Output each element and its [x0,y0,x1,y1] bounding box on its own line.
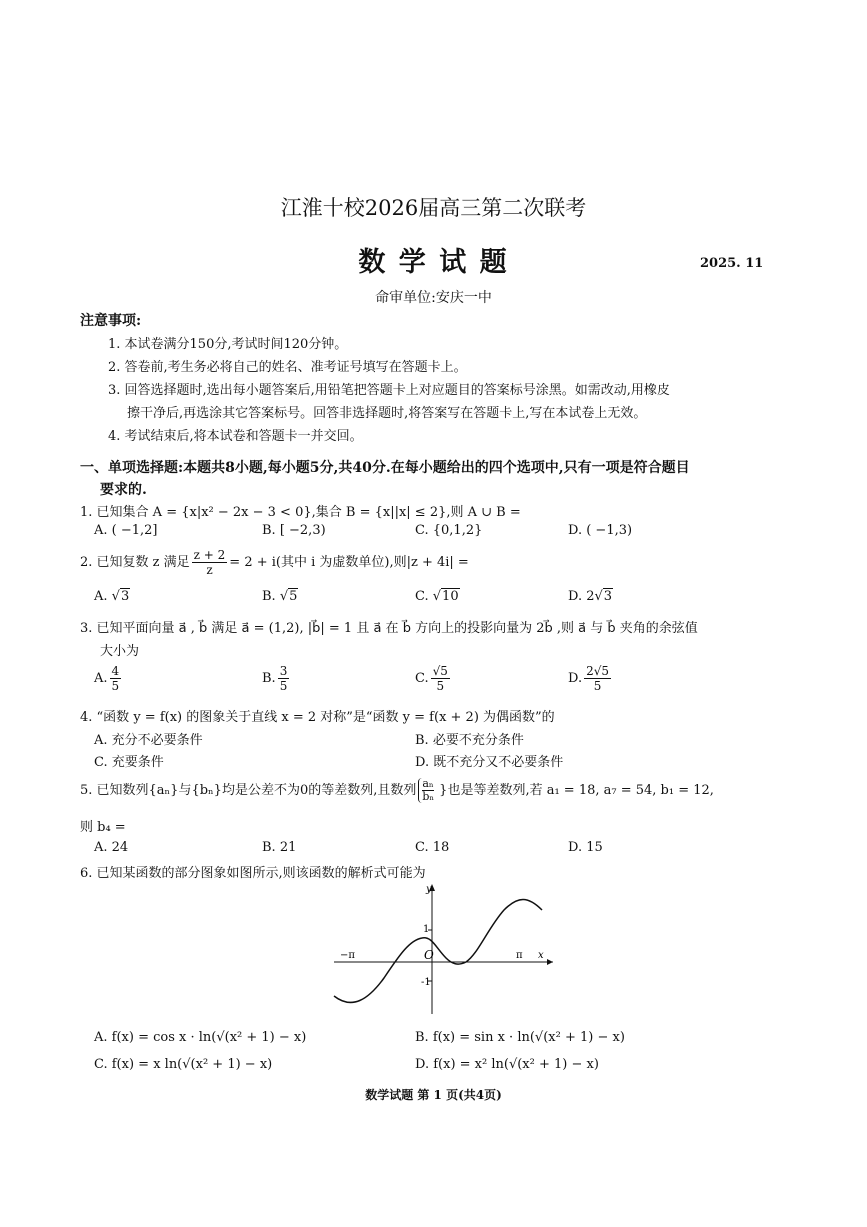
q2-d-radicand: 3 [603,589,613,604]
q4-option-d: D. 既不充分又不必要条件 [415,755,564,770]
q3-b-den: 5 [279,679,288,693]
q6-option-b: B. f(x) = sin x · ln(√(x² + 1) − x) [415,1030,625,1045]
notice-item: 1. 本试卷满分150分,考试时间120分钟。 [108,337,348,352]
q5-option-a: A. 24 [94,840,129,855]
q2-option-c [415,589,460,604]
q5-stem-pre: 5. 已知数列{aₙ}与{bₙ}均是公差不为0的等差数列,且数列 [80,783,417,798]
q3-d-den: 5 [593,679,602,693]
question-1-stem: 1. 已知集合 A = {x|x² − 2x − 3 < 0},集合 B = {x||x| ≤ 2},则 A ∪ B = [80,505,521,520]
q2-c-radicand: 10 [442,589,459,604]
notice-heading: 注意事项: [80,313,142,329]
q3-option-a [94,664,123,693]
q5-option-c: C. 18 [415,840,450,855]
question-4-stem: 4. “函数 y = f(x) 的图象关于直线 x = 2 对称”是“函数 y = f(x + 2) 为偶函数”的 [80,710,555,725]
q3-a-num: 4 [111,664,120,678]
q3-d-label: D. [568,671,583,686]
y-label-1: 1 [423,924,430,935]
q3-option-c [415,664,452,693]
q1-option-c: C. {0,1,2} [415,523,483,538]
section-heading-cont: 要求的. [100,482,147,498]
question-3-stem: 3. 已知平面向量 a⃗ , b⃗ 满足 a⃗ = (1,2), |b⃗| = 1 且 a⃗ 在 b⃗ 方向上的投影向量为 2b⃗ ,则 a⃗ 与 b⃗ 夹角的余弦值 [80,621,698,636]
exam-date: 2025. 11 [700,256,764,271]
notice-item: 3. 回答选择题时,选出每小题答案后,用铅笔把答题卡上对应题目的答案标号涂黑。如需改动,用橡皮 [108,383,670,398]
q5-option-b: B. 21 [262,840,297,855]
q3-c-num: √5 [432,664,448,678]
q3-option-b [262,664,291,693]
q4-option-b: B. 必要不充分条件 [415,733,524,748]
exam-title: 江淮十校2026届高三第二次联考 [280,196,587,220]
q5-ratio-bottom: bₙ [422,790,435,803]
x-label-neg-pi: −π [340,950,355,961]
q2-stem-post: = 2 + i(其中 i 为虚数单位),则|z + 4i| = [229,555,469,570]
q2-fraction-numerator: z + 2 [193,548,226,562]
q2-option-a [94,589,130,604]
q6-option-d: D. f(x) = x² ln(√(x² + 1) − x) [415,1057,599,1072]
q6-option-a: A. f(x) = cos x · ln(√(x² + 1) − x) [94,1030,307,1045]
y-label-neg1: -1 [421,977,431,988]
question-3-stem-cont: 大小为 [100,644,140,659]
q3-c-den: 5 [436,679,445,693]
origin-label: O [424,948,434,962]
q3-b-num: 3 [279,664,288,678]
function-graph [328,878,558,1018]
page-footer: 数学试题 第 1 页(共4页) [365,1088,502,1102]
q1-option-b: B. [ −2,3) [262,523,326,538]
q2-stem-pre: 2. 已知复数 z 满足 [80,555,190,570]
q2-fraction [192,548,228,577]
notice-item: 2. 答卷前,考生务必将自己的姓名、准考证号填写在答题卡上。 [108,360,467,375]
section-heading: 一、单项选择题:本题共8小题,每小题5分,共40分.在每小题给出的四个选项中,只有一项是符合题目 [80,460,690,476]
q5-option-d: D. 15 [568,840,603,855]
q3-b-label: B. [262,671,276,686]
x-label-pi: π [516,950,523,961]
q2-d-prefix: D. 2√ [568,589,603,604]
q2-option-b [262,589,298,604]
q3-c-fraction [431,664,450,693]
notice-item: 擦干净后,再选涂其它答案标号。回答非选择题时,将答案写在答题卡上,写在本试卷上无效。 [127,406,647,421]
q3-d-fraction [584,664,611,693]
q3-option-d [568,664,613,693]
q2-c-prefix: C. √ [415,589,442,604]
x-axis-arrow [547,959,553,965]
function-curve [334,900,542,1003]
q2-a-radicand: 3 [120,589,130,604]
question-2-stem [80,548,469,577]
q2-fraction-denominator: z [206,563,213,577]
q2-b-prefix: B. √ [262,589,289,604]
q3-a-fraction [110,664,122,693]
q1-option-d: D. ( −1,3) [568,523,633,538]
q5-ratio-sequence [418,778,437,803]
q5-ratio-top: aₙ [422,777,434,790]
q2-option-d [568,589,613,604]
q3-b-fraction [278,664,290,693]
q6-option-c: C. f(x) = x ln(√(x² + 1) − x) [94,1057,273,1072]
q3-d-num: 2√5 [586,664,610,678]
question-5-stem-cont: 则 b₄ = [80,820,126,835]
q2-a-prefix: A. √ [94,589,120,604]
y-axis-label: y [426,884,432,895]
q3-a-den: 5 [111,679,120,693]
question-5-stem: 5. 已知数列{aₙ}与{bₙ}均是公差不为0的等差数列,且数列 $\frac{\text{aₙ}}{\text{bₙ}}$ }也是等差数列,若 a₁ = 18, a₇ = 54, b₁ = 12, [80,777,714,803]
subject-title: 数 学 试 题 [358,247,509,278]
q2-b-radicand: 5 [289,589,298,604]
q4-option-a: A. 充分不必要条件 [94,733,203,748]
notice-item: 4. 考试结束后,将本试卷和答题卡一并交回。 [108,429,363,444]
q3-a-label: A. [94,671,108,686]
question-6-stem: 6. 已知某函数的部分图象如图所示,则该函数的解析式可能为 [80,866,426,881]
q5-stem-post: 也是等差数列,若 a₁ = 18, a₇ = 54, b₁ = 12, [447,783,714,798]
q4-option-c: C. 充要条件 [94,755,164,770]
q1-option-a: A. ( −1,2] [94,523,158,538]
x-axis-label: x [538,950,544,961]
compiling-unit: 命审单位:安庆一中 [375,290,492,306]
q3-c-label: C. [415,671,429,686]
